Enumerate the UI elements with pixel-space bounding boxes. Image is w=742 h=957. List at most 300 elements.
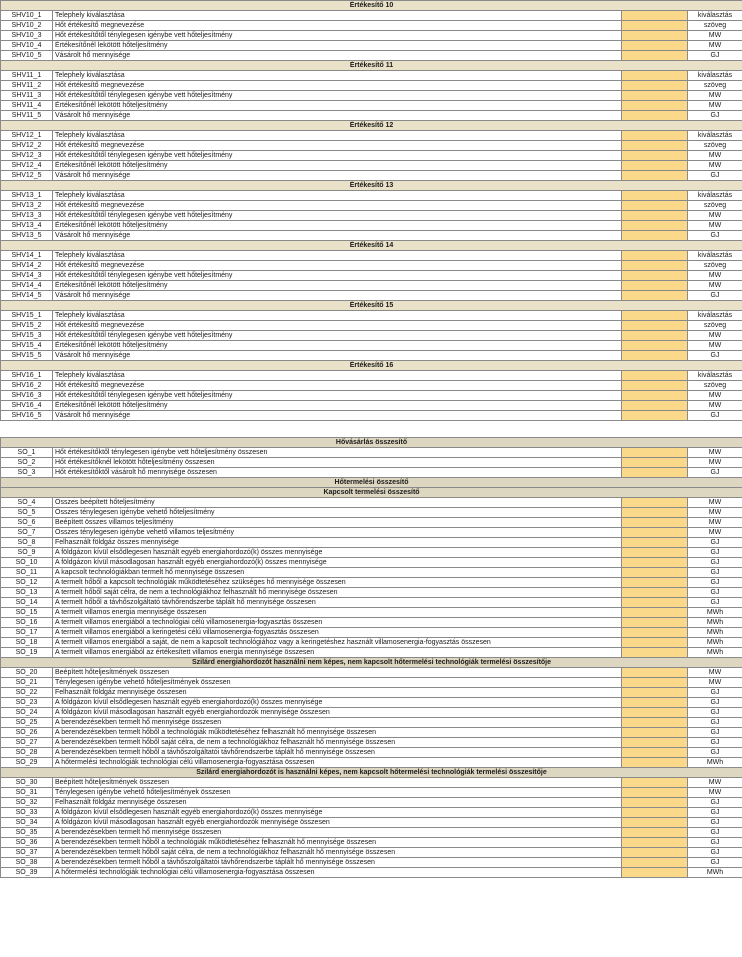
table-row (1, 728, 742, 738)
table-row (1, 548, 742, 558)
value-input-cell[interactable] (622, 498, 688, 508)
value-input-cell[interactable] (622, 201, 688, 211)
table-row (1, 151, 742, 161)
row-unit: MW (688, 101, 742, 111)
row-code: SHV12_4 (1, 161, 53, 171)
row-code: SÖ_28 (1, 748, 53, 758)
value-input-cell[interactable] (622, 41, 688, 51)
row-code: SÖ_39 (1, 868, 53, 878)
value-input-cell[interactable] (622, 71, 688, 81)
value-input-cell[interactable] (622, 311, 688, 321)
row-unit: MW (688, 498, 742, 508)
table-row (1, 718, 742, 728)
row-code: SHV13_5 (1, 231, 53, 241)
row-code: SHV12_5 (1, 171, 53, 181)
row-unit: MW (688, 391, 742, 401)
value-input-cell[interactable] (622, 351, 688, 361)
table-row (1, 11, 742, 21)
row-label: Vásárolt hő mennyisége (53, 51, 622, 61)
row-label: Hőt értékesítő megnevezése (53, 21, 622, 31)
row-code: SÖ_16 (1, 618, 53, 628)
row-label: Telephely kiválasztása (53, 371, 622, 381)
value-input-cell[interactable] (622, 261, 688, 271)
row-code: SHV11_5 (1, 111, 53, 121)
row-code: SHV16_4 (1, 401, 53, 411)
row-unit: kiválasztás (688, 11, 742, 21)
row-code: SHV12_2 (1, 141, 53, 151)
row-code: SÖ_11 (1, 568, 53, 578)
row-unit: MW (688, 528, 742, 538)
section-title: Értékesítő 14 (1, 241, 742, 251)
group-header (1, 658, 742, 668)
row-label: A hőtermelési technológiák technológiai célú villamosenergia-fogyasztása összesen (53, 868, 622, 878)
row-label: Telephely kiválasztása (53, 11, 622, 21)
value-input-cell[interactable] (622, 171, 688, 181)
section-title: Hővásárlás összesítő (1, 438, 742, 448)
row-unit: GJ (688, 848, 742, 858)
row-code: SHV14_2 (1, 261, 53, 271)
table-row (1, 538, 742, 548)
row-label: A termelt villamos energiából a technológiai célú villamosenergia-fogyasztás összesen (53, 618, 622, 628)
table-row (1, 291, 742, 301)
row-code: SHV15_2 (1, 321, 53, 331)
row-label: Telephely kiválasztása (53, 191, 622, 201)
value-input-cell[interactable] (622, 848, 688, 858)
row-label: Felhasznált földgáz mennyisége összesen (53, 688, 622, 698)
value-input-cell[interactable] (622, 608, 688, 618)
table-row (1, 518, 742, 528)
row-label: Hőt értékesítőtől ténylegesen igénybe vett hőteljesítmény (53, 151, 622, 161)
value-input-cell[interactable] (622, 518, 688, 528)
evaluator-header (1, 181, 742, 191)
value-input-cell[interactable] (622, 678, 688, 688)
value-input-cell[interactable] (622, 788, 688, 798)
row-code: SHV10_3 (1, 31, 53, 41)
value-input-cell[interactable] (622, 91, 688, 101)
row-code: SHV16_5 (1, 411, 53, 421)
row-code: SHV12_1 (1, 131, 53, 141)
row-label: Hőt értékesítőtől ténylegesen igénybe vett hőteljesítmény (53, 31, 622, 41)
value-input-cell[interactable] (622, 698, 688, 708)
value-input-cell[interactable] (622, 411, 688, 421)
table-row (1, 251, 742, 261)
row-label: Vásárolt hő mennyisége (53, 111, 622, 121)
value-input-cell[interactable] (622, 758, 688, 768)
value-input-cell[interactable] (622, 191, 688, 201)
table-row (1, 391, 742, 401)
row-code: SÖ_34 (1, 818, 53, 828)
row-unit: MW (688, 221, 742, 231)
evaluators-table (0, 0, 742, 421)
value-input-cell[interactable] (622, 778, 688, 788)
row-code: SÖ_8 (1, 538, 53, 548)
row-code: SHV16_2 (1, 381, 53, 391)
value-input-cell[interactable] (622, 638, 688, 648)
row-unit: MW (688, 778, 742, 788)
row-unit: GJ (688, 798, 742, 808)
evaluator-header (1, 241, 742, 251)
value-input-cell[interactable] (622, 688, 688, 698)
section-title: Értékesítő 13 (1, 181, 742, 191)
row-code: SÖ_20 (1, 668, 53, 678)
table-row (1, 608, 742, 618)
section-title: Értékesítő 12 (1, 121, 742, 131)
row-unit: MW (688, 678, 742, 688)
row-unit: GJ (688, 808, 742, 818)
table-row (1, 191, 742, 201)
row-label: A földgázon kívül elsődlegesen használt egyéb energiahordozó(k) összes mennyisége (53, 808, 622, 818)
row-code: SHV13_2 (1, 201, 53, 211)
row-unit: GJ (688, 171, 742, 181)
row-code: SHV15_3 (1, 331, 53, 341)
row-unit: MW (688, 151, 742, 161)
row-code: SHV14_3 (1, 271, 53, 281)
table-row (1, 371, 742, 381)
section-title: Értékesítő 10 (1, 1, 742, 11)
row-code: SÖ_25 (1, 718, 53, 728)
row-unit: MWh (688, 628, 742, 638)
row-unit: GJ (688, 858, 742, 868)
value-input-cell[interactable] (622, 111, 688, 121)
row-label: Beépített hőteljesítmények összesen (53, 778, 622, 788)
row-label: Vásárolt hő mennyisége (53, 171, 622, 181)
row-label: Összes ténylegesen igénybe vehető villamos teljesítmény (53, 528, 622, 538)
value-input-cell[interactable] (622, 458, 688, 468)
row-label: Hőt értékesítőtől ténylegesen igénybe vett hőteljesítmény (53, 211, 622, 221)
value-input-cell[interactable] (622, 231, 688, 241)
value-input-cell[interactable] (622, 11, 688, 21)
value-input-cell[interactable] (622, 391, 688, 401)
row-unit: MW (688, 271, 742, 281)
row-label: Felhasznált földgáz mennyisége összesen (53, 798, 622, 808)
value-input-cell[interactable] (622, 718, 688, 728)
value-input-cell[interactable] (622, 708, 688, 718)
value-input-cell[interactable] (622, 371, 688, 381)
spacer (0, 421, 742, 437)
row-code: SÖ_31 (1, 788, 53, 798)
value-input-cell[interactable] (622, 628, 688, 638)
row-code: SHV10_2 (1, 21, 53, 31)
row-unit: GJ (688, 838, 742, 848)
row-label: Felhasznált földgáz összes mennyisége (53, 538, 622, 548)
table-row (1, 628, 742, 638)
row-unit: MW (688, 448, 742, 458)
table-row (1, 201, 742, 211)
table-row (1, 311, 742, 321)
row-code: SÖ_37 (1, 848, 53, 858)
group-header (1, 488, 742, 498)
value-input-cell[interactable] (622, 738, 688, 748)
section-title: Kapcsolt termelési összesítő (1, 488, 742, 498)
table-row (1, 401, 742, 411)
row-unit: MW (688, 331, 742, 341)
value-input-cell[interactable] (622, 578, 688, 588)
value-input-cell[interactable] (622, 331, 688, 341)
value-input-cell[interactable] (622, 648, 688, 658)
row-label: Hőt értékesítőktől ténylegesen igénybe vett hőteljesítmény összesen (53, 448, 622, 458)
value-input-cell[interactable] (622, 151, 688, 161)
table-row (1, 578, 742, 588)
row-unit: szöveg (688, 381, 742, 391)
value-input-cell[interactable] (622, 868, 688, 878)
row-unit: MWh (688, 638, 742, 648)
table-row (1, 101, 742, 111)
table-row (1, 141, 742, 151)
value-input-cell[interactable] (622, 468, 688, 478)
value-input-cell[interactable] (622, 221, 688, 231)
table-row (1, 508, 742, 518)
table-row (1, 171, 742, 181)
value-input-cell[interactable] (622, 538, 688, 548)
row-label: Összes ténylegesen igénybe vehető hőteljesítmény (53, 508, 622, 518)
value-input-cell[interactable] (622, 528, 688, 538)
value-input-cell[interactable] (622, 858, 688, 868)
row-label: Hőt értékesítő megnevezése (53, 321, 622, 331)
section-title: Értékesítő 11 (1, 61, 742, 71)
value-input-cell[interactable] (622, 21, 688, 31)
row-label: A földgázon kívül elsődlegesen használt egyéb energiahordozó(k) összes mennyisége (53, 698, 622, 708)
section-title: Értékesítő 16 (1, 361, 742, 371)
row-label: A termelt villamos energiából a saját, de nem a kapcsolt technológiához vagy a keringetéshez használt villamosenergia-fogyasztás összesen (53, 638, 622, 648)
row-label: Értékesítőnél lekötött hőteljesítmény (53, 221, 622, 231)
value-input-cell[interactable] (622, 668, 688, 678)
evaluator-header (1, 121, 742, 131)
table-row (1, 528, 742, 538)
row-code: SHV14_5 (1, 291, 53, 301)
row-code: SHV14_1 (1, 251, 53, 261)
row-code: SHV11_1 (1, 71, 53, 81)
row-unit: GJ (688, 818, 742, 828)
row-code: SÖ_1 (1, 448, 53, 458)
row-code: SÖ_14 (1, 598, 53, 608)
row-unit: szöveg (688, 261, 742, 271)
table-row (1, 808, 742, 818)
row-label: A termelt villamos energiából az értékesített villamos energia mennyisége összesen (53, 648, 622, 658)
row-unit: kiválasztás (688, 131, 742, 141)
row-unit: kiválasztás (688, 251, 742, 261)
table-row (1, 748, 742, 758)
value-input-cell[interactable] (622, 808, 688, 818)
value-input-cell[interactable] (622, 81, 688, 91)
row-code: SÖ_7 (1, 528, 53, 538)
table-row (1, 41, 742, 51)
value-input-cell[interactable] (622, 588, 688, 598)
table-row (1, 381, 742, 391)
row-code: SHV15_4 (1, 341, 53, 351)
value-input-cell[interactable] (622, 211, 688, 221)
row-code: SHV15_5 (1, 351, 53, 361)
value-input-cell[interactable] (622, 31, 688, 41)
value-input-cell[interactable] (622, 141, 688, 151)
row-label: Hőt értékesítőktől vásárolt hő mennyisége összesen (53, 468, 622, 478)
row-code: SÖ_10 (1, 558, 53, 568)
section-title: Szilárd energiahordozót használni nem képes, nem kapcsolt hőtermelési technológiák termelési összesítője (1, 658, 742, 668)
table-row (1, 271, 742, 281)
row-unit: GJ (688, 698, 742, 708)
row-unit: szöveg (688, 81, 742, 91)
summary-table (0, 437, 742, 878)
table-row (1, 868, 742, 878)
row-unit: GJ (688, 738, 742, 748)
value-input-cell[interactable] (622, 838, 688, 848)
row-code: SHV10_4 (1, 41, 53, 51)
row-code: SÖ_22 (1, 688, 53, 698)
table-row (1, 688, 742, 698)
row-label: A földgázon kívül másodlagosan használt egyéb energiahordozók mennyisége összesen (53, 818, 622, 828)
row-code: SÖ_3 (1, 468, 53, 478)
row-label: Értékesítőnél lekötött hőteljesítmény (53, 341, 622, 351)
value-input-cell[interactable] (622, 728, 688, 738)
table-row (1, 638, 742, 648)
row-label: Értékesítőnél lekötött hőteljesítmény (53, 281, 622, 291)
value-input-cell[interactable] (622, 321, 688, 331)
row-code: SÖ_38 (1, 858, 53, 868)
row-label: Vásárolt hő mennyisége (53, 351, 622, 361)
row-label: A földgázon kívül elsődlegesen használt egyéb energiahordozó(k) összes mennyisége (53, 548, 622, 558)
value-input-cell[interactable] (622, 291, 688, 301)
value-input-cell[interactable] (622, 568, 688, 578)
value-input-cell[interactable] (622, 828, 688, 838)
row-code: SHV10_5 (1, 51, 53, 61)
value-input-cell[interactable] (622, 448, 688, 458)
value-input-cell[interactable] (622, 548, 688, 558)
row-label: A földgázon kívül másodlagosan használt egyéb energiahordozó(k) összes mennyisége (53, 558, 622, 568)
row-code: SHV16_1 (1, 371, 53, 381)
row-code: SHV13_1 (1, 191, 53, 201)
row-unit: GJ (688, 568, 742, 578)
row-label: Beépített hőteljesítmények összesen (53, 668, 622, 678)
row-code: SÖ_6 (1, 518, 53, 528)
row-label: Hőt értékesítőtől ténylegesen igénybe vett hőteljesítmény (53, 91, 622, 101)
row-unit: GJ (688, 748, 742, 758)
row-code: SÖ_30 (1, 778, 53, 788)
row-unit: GJ (688, 688, 742, 698)
value-input-cell[interactable] (622, 618, 688, 628)
row-unit: GJ (688, 51, 742, 61)
row-unit: MWh (688, 648, 742, 658)
row-unit: szöveg (688, 201, 742, 211)
table-row (1, 81, 742, 91)
evaluator-header (1, 1, 742, 11)
row-code: SHV11_4 (1, 101, 53, 111)
row-code: SÖ_5 (1, 508, 53, 518)
row-label: Értékesítőnél lekötött hőteljesítmény (53, 41, 622, 51)
row-label: A berendezésekben termelt hőből a technológiák működtetéséhez felhasznált hő mennyisége összesen (53, 838, 622, 848)
row-label: A berendezésekben termelt hő mennyisége összesen (53, 718, 622, 728)
row-label: Hőt értékesítő megnevezése (53, 201, 622, 211)
value-input-cell[interactable] (622, 281, 688, 291)
table-row (1, 848, 742, 858)
row-code: SHV15_1 (1, 311, 53, 321)
row-unit: GJ (688, 291, 742, 301)
row-unit: GJ (688, 578, 742, 588)
row-code: SHV13_4 (1, 221, 53, 231)
row-unit: szöveg (688, 141, 742, 151)
row-label: A berendezésekben termelt hőből saját célra, de nem a technológiákhoz felhasznált hő mennyisége összesen (53, 848, 622, 858)
row-code: SÖ_9 (1, 548, 53, 558)
table-row (1, 588, 742, 598)
table-row (1, 738, 742, 748)
purchase-summary-header (1, 438, 742, 448)
row-label: Beépített összes villamos teljesítmény (53, 518, 622, 528)
value-input-cell[interactable] (622, 598, 688, 608)
row-label: Hőt értékesítőtől ténylegesen igénybe vett hőteljesítmény (53, 391, 622, 401)
row-code: SHV16_3 (1, 391, 53, 401)
value-input-cell[interactable] (622, 101, 688, 111)
row-code: SÖ_13 (1, 588, 53, 598)
value-input-cell[interactable] (622, 798, 688, 808)
row-label: Vásárolt hő mennyisége (53, 231, 622, 241)
row-label: Telephely kiválasztása (53, 251, 622, 261)
row-label: A termelt hőből a kapcsolt technológiák működtetéséhez szükséges hő mennyisége összesen (53, 578, 622, 588)
value-input-cell[interactable] (622, 161, 688, 171)
row-unit: kiválasztás (688, 371, 742, 381)
row-unit: GJ (688, 231, 742, 241)
row-label: Hőt értékesítő megnevezése (53, 381, 622, 391)
table-row (1, 91, 742, 101)
table-row (1, 838, 742, 848)
table-row (1, 448, 742, 458)
value-input-cell[interactable] (622, 818, 688, 828)
table-row (1, 211, 742, 221)
row-label: A berendezésekben termelt hőből saját célra, de nem a technológiákhoz felhasznált hő mennyisége összesen (53, 738, 622, 748)
row-unit: GJ (688, 718, 742, 728)
row-code: SÖ_26 (1, 728, 53, 738)
row-unit: GJ (688, 728, 742, 738)
row-code: SHV11_2 (1, 81, 53, 91)
row-code: SÖ_33 (1, 808, 53, 818)
row-label: Értékesítőnél lekötött hőteljesítmény (53, 161, 622, 171)
value-input-cell[interactable] (622, 558, 688, 568)
table-row (1, 618, 742, 628)
row-label: Ténylegesen igénybe vehető hőteljesítmények összesen (53, 788, 622, 798)
value-input-cell[interactable] (622, 748, 688, 758)
value-input-cell[interactable] (622, 251, 688, 261)
row-unit: MW (688, 508, 742, 518)
row-code: SÖ_29 (1, 758, 53, 768)
row-label: A berendezésekben termelt hőből a távhőszolgáltatói távhőrendszerbe táplált hő mennyisége összesen (53, 748, 622, 758)
row-unit: MW (688, 281, 742, 291)
row-code: SÖ_2 (1, 458, 53, 468)
row-label: Telephely kiválasztása (53, 131, 622, 141)
row-code: SHV13_3 (1, 211, 53, 221)
table-row (1, 351, 742, 361)
value-input-cell[interactable] (622, 341, 688, 351)
row-unit: szöveg (688, 321, 742, 331)
value-input-cell[interactable] (622, 271, 688, 281)
table-row (1, 411, 742, 421)
row-label: A termelt hőből saját célra, de nem a technológiákhoz felhasznált hő mennyisége összesen (53, 588, 622, 598)
row-code: SÖ_19 (1, 648, 53, 658)
table-row (1, 668, 742, 678)
group-header (1, 768, 742, 778)
row-code: SÖ_17 (1, 628, 53, 638)
row-label: A földgázon kívül másodlagosan használt egyéb energiahordozók mennyisége összesen (53, 708, 622, 718)
value-input-cell[interactable] (622, 508, 688, 518)
table-row (1, 31, 742, 41)
row-code: SÖ_12 (1, 578, 53, 588)
value-input-cell[interactable] (622, 401, 688, 411)
row-code: SHV10_1 (1, 11, 53, 21)
value-input-cell[interactable] (622, 131, 688, 141)
value-input-cell[interactable] (622, 381, 688, 391)
row-unit: MWh (688, 618, 742, 628)
row-code: SÖ_23 (1, 698, 53, 708)
table-row (1, 161, 742, 171)
row-unit: GJ (688, 111, 742, 121)
row-code: SÖ_32 (1, 798, 53, 808)
value-input-cell[interactable] (622, 51, 688, 61)
